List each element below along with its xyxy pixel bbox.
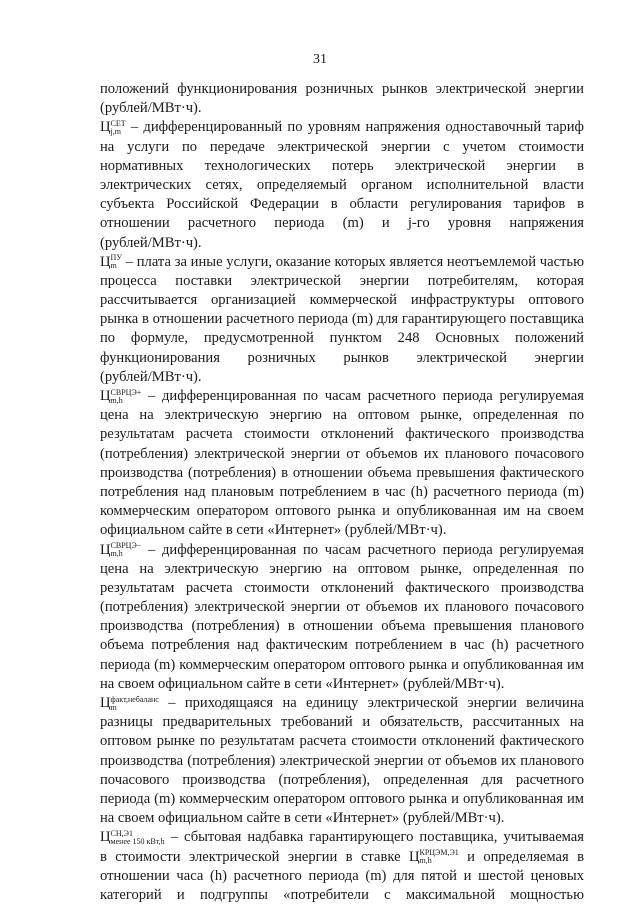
line-text: положений функционирования розничных рынков электрической энергии	[100, 81, 584, 97]
line-text: на услуги по передаче электрической энергии с учетом стоимости	[100, 138, 584, 155]
symbol-superscript: СВРЦЭ−	[110, 541, 142, 551]
text-line	[100, 253, 584, 272]
paragraph	[100, 118, 584, 252]
line-text: категорий и подгруппы «потребители с максимальной мощностью	[100, 886, 584, 903]
line-text: нормативных технологических потерь электрической энергии в	[100, 157, 584, 174]
formula-symbol	[100, 254, 122, 270]
formula-symbol	[100, 829, 165, 845]
text-line	[100, 771, 584, 790]
line-text: (рублей/МВт·ч).	[100, 100, 202, 117]
symbol-base: Ц	[408, 848, 420, 865]
symbol-base: Ц	[100, 541, 111, 558]
symbol-superscript: СН,Э1	[110, 828, 133, 838]
line-text: результатам расчета стоимости отклонений фактического производства	[100, 579, 584, 596]
text-line	[100, 675, 584, 694]
symbol-subscript: m,h	[419, 856, 432, 866]
document-body	[100, 80, 584, 905]
symbol-subscript: j,m	[110, 127, 121, 137]
text-line	[100, 234, 584, 253]
paragraph	[100, 80, 584, 118]
text-line	[100, 636, 584, 655]
paragraph	[100, 694, 584, 828]
text-line	[100, 752, 584, 771]
line-text: производства (потребления) в отношении объема превышения планового	[100, 618, 584, 635]
formula-symbol	[100, 388, 141, 404]
symbol-subscript: m,h	[110, 395, 123, 405]
text-line	[100, 214, 584, 233]
line-text: (потребления) электрической энергии от объемов их планового почасового	[100, 445, 584, 462]
line-text: официальном сайте в сети «Интернет» (рублей/МВт·ч).	[100, 522, 447, 539]
text-line	[100, 483, 584, 502]
line-text: объема потребления над фактическим потреблением в час (h) расчетного	[100, 637, 584, 654]
text-line	[100, 617, 584, 636]
symbol-superscript: ПУ	[110, 253, 122, 263]
text-line	[100, 310, 584, 329]
formula-symbol	[100, 542, 141, 558]
text-line	[100, 406, 584, 425]
paragraph	[100, 828, 584, 905]
paragraph	[100, 541, 584, 695]
line-text: – дифференцированный по уровням напряжения одноставочный тариф	[125, 119, 584, 136]
text-line	[100, 732, 584, 751]
line-text: по формуле, предусмотренной пунктом 248 Основных положений	[100, 330, 584, 347]
symbol-subscript: m,h	[110, 549, 123, 559]
line-text: разницы предварительных требований и обязательств, рассчитанных на	[100, 714, 584, 731]
text-line	[100, 291, 584, 310]
text-line	[100, 99, 584, 118]
line-text: на своем официальном сайте в сети «Интернет» (рублей/МВт·ч).	[100, 810, 505, 827]
symbol-base: Ц	[100, 119, 111, 136]
line-text: в стоимости электрической энергии в ставке Ц КРЦЭМ,Э1 m,h и определяемая в	[100, 848, 584, 866]
text-line	[100, 848, 584, 867]
text-line	[100, 445, 584, 464]
line-text: на своем официальном сайте в сети «Интернет» (рублей/МВт·ч).	[100, 675, 505, 692]
line-text: – плата за иные услуги, оказание которых является неотъемлемой частью	[122, 253, 584, 270]
formula-symbol	[409, 849, 459, 865]
text-line	[100, 886, 584, 905]
text-line	[100, 502, 584, 521]
text-line	[100, 521, 584, 540]
symbol-superscript: факт,небаланс	[110, 694, 159, 704]
line-text: оптовом рынке по результатам расчета стоимости отклонений фактического	[100, 733, 584, 750]
line-text: – дифференцированная по часам расчетного периода регулируемая	[141, 388, 584, 404]
line-text: отношении часа (h) расчетного периода (m) для пятой и шестой ценовых	[100, 867, 584, 884]
text-line	[100, 80, 584, 99]
text-line	[100, 118, 584, 137]
formula-symbol	[100, 695, 159, 711]
line-text: (рублей/МВт·ч).	[100, 234, 202, 251]
text-line	[100, 368, 584, 387]
line-text: периода (m) коммерческим оператором оптового рынка и опубликованная им	[100, 656, 584, 673]
line-text: почасового производства (потребления), определенная для расчетного	[100, 771, 584, 788]
line-text: субъекта Российской Федерации в области регулирования тарифов в	[100, 196, 584, 213]
line-text: периода (m) коммерческим оператором оптового рынка и опубликованная им	[100, 790, 584, 807]
text-line	[100, 694, 584, 713]
line-text: отношении расчетного периода (m) и j-го уровня напряжения	[100, 215, 584, 232]
symbol-subscript: m	[110, 261, 117, 271]
line-text: производства (потребления) в отношении объема превышения фактического	[100, 464, 584, 481]
text-line	[100, 272, 584, 291]
symbol-superscript: СВРЦЭ+	[110, 387, 142, 397]
text-line	[100, 560, 584, 579]
text-line	[100, 425, 584, 444]
line-text: коммерческим оператором оптового рынка и опубликованная им на своем	[100, 503, 584, 520]
line-text: (рублей/МВт·ч).	[100, 368, 202, 385]
symbol-base: Ц	[100, 829, 111, 846]
page-number: 31	[313, 52, 327, 67]
formula-symbol	[100, 119, 126, 135]
line-text: электрических сетях, определяемый органом исполнительной власти	[100, 176, 584, 193]
line-text: производства (потребления) электрической энергии от объемов их планового	[100, 752, 584, 769]
paragraph	[100, 253, 584, 387]
text-line	[100, 598, 584, 617]
text-line	[100, 349, 584, 368]
text-line	[100, 579, 584, 598]
symbol-superscript: СЕТ	[110, 119, 126, 129]
line-text: рассчитывается организацией коммерческой инфраструктуры оптового	[100, 292, 584, 309]
text-line	[100, 790, 584, 809]
symbol-subscript: m	[110, 702, 117, 712]
text-line	[100, 867, 584, 886]
text-line	[100, 157, 584, 176]
text-line	[100, 176, 584, 195]
line-text: – сбытовая надбавка гарантирующего поставщика, учитываемая	[164, 829, 584, 846]
paragraph	[100, 387, 584, 541]
text-line	[100, 329, 584, 348]
text-line	[100, 809, 584, 828]
line-text: цена на электрическую энергию на оптовом рынке, определенная по	[100, 407, 584, 424]
symbol-superscript: КРЦЭМ,Э1	[419, 848, 459, 858]
line-text: потребления над плановым потреблением в час (h) расчетного периода (m)	[100, 483, 584, 500]
text-line	[100, 541, 584, 560]
text-line	[100, 656, 584, 675]
line-text: (потребления) электрической энергии от объемов их планового почасового	[100, 599, 584, 616]
line-text: процесса поставки электрической энергии потребителям, которая	[100, 272, 584, 289]
line-text: функционирования розничных рынков электрической энергии	[100, 349, 584, 366]
line-text: – дифференцированная по часам расчетного периода регулируемая	[141, 541, 584, 558]
text-line	[100, 828, 584, 847]
line-text: рынка в отношении расчетного периода (m) для гарантирующего поставщика	[100, 311, 584, 328]
symbol-base: Ц	[100, 695, 111, 711]
line-text: результатам расчета стоимости отклонений фактического производства	[100, 426, 584, 443]
symbol-base: Ц	[100, 253, 111, 270]
text-line	[100, 464, 584, 483]
text-line	[100, 138, 584, 157]
text-line	[100, 713, 584, 732]
text-line	[100, 195, 584, 214]
text-line	[100, 387, 584, 406]
line-text: – приходящаяся на единицу электрической энергии величина	[158, 695, 584, 711]
symbol-base: Ц	[100, 388, 111, 404]
symbol-subscript: менее 150 кВт,h	[110, 836, 165, 846]
line-text: цена на электрическую энергию на оптовом рынке, определенная по	[100, 560, 584, 577]
